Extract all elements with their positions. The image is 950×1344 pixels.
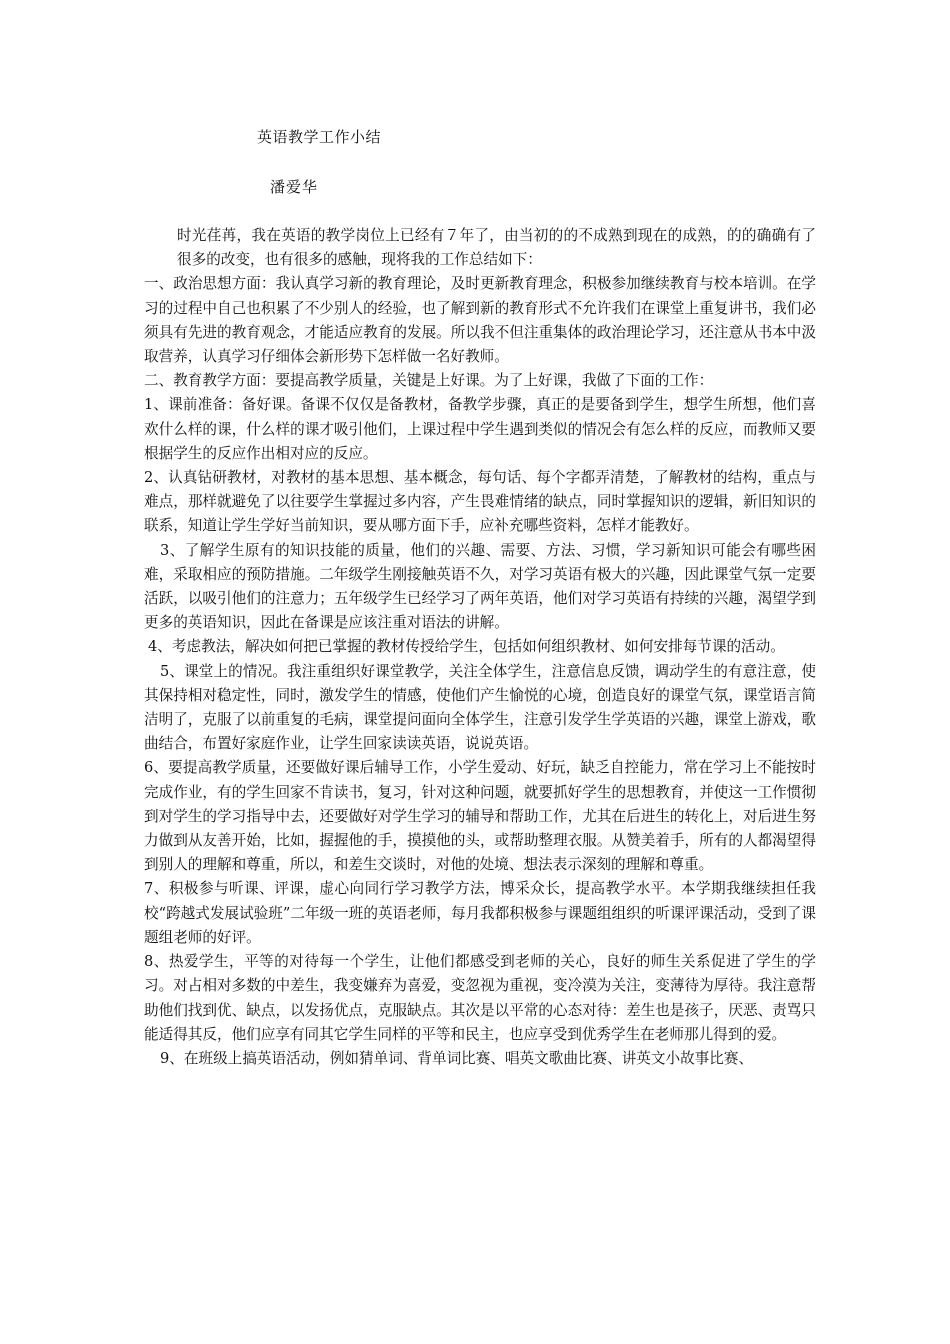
paragraph-item-1: 1、课前准备：备好课。备课不仅仅是备教材，备教学步骤，真正的是要备到学生，想学生所想，他们喜欢什么样的课，什么样的课才吸引他们，上课过程中学生遇到类似的情况会有怎么样的反应，而教师又要根据学生的反应作出相对应的反应。 bbox=[144, 396, 816, 462]
paragraph-political: 一、政治思想方面：我认真学习新的教育理论，及时更新教育理念，积极参加继续教育与校本培训。在学习的过程中自己也积累了不少别人的经验，也了解到新的教育形式不允许我们在课堂上重复讲书，我们必须具有先进的教育观念，才能适应教育的发展。所以我不但注重集体的政治理论学习，还注意从书本中汲取营养，认真学习仔细体会新形势下怎样做一名好教师。 bbox=[144, 275, 816, 366]
paragraph-teaching: 二、教育教学方面：要提高教学质量，关键是上好课。为了上好课，我做了下面的工作： bbox=[144, 372, 714, 390]
paragraph-item-9: 9、在班级上搞英语活动，例如猜单词、背单词比赛、唱英文歌曲比赛、讲英文小故事比赛、 bbox=[160, 1049, 754, 1067]
paragraph-item-2: 2、认真钻研教材，对教材的基本思想、基本概念，每句话、每个字都弄清楚，了解教材的结构，重点与难点，那样就避免了以往要学生掌握过多内容，产生畏难情绪的缺点，同时掌握知识的逻辑，新旧知识的联系，知道让学生学好当前知识，要从哪方面下手，应补充哪些资料，怎样才能教好。 bbox=[144, 469, 816, 535]
paragraph-item-5: 5、课堂上的情况。我注重组织好课堂教学，关注全体学生，注意信息反馈，调动学生的有意注意，使其保持相对稳定性，同时，激发学生的情感，使他们产生愉悦的心境，创造良好的课堂气氛，课堂语言简洁明了，克服了以前重复的毛病，课堂提问面向全体学生，注意引发学生学英语的兴趣，课堂上游戏，歌曲结合，布置好家庭作业，让学生回家读读英语，说说英语。 bbox=[144, 662, 816, 753]
document-title: 英语教学工作小结 bbox=[257, 128, 382, 146]
document-author: 潘爱华 bbox=[270, 178, 319, 196]
paragraph-item-4: 4、考虑教法，解决如何把已掌握的教材传授给学生，包括如何组织教材、如何安排每节课的活动。 bbox=[148, 638, 785, 656]
paragraph-intro: 时光荏苒，我在英语的教学岗位上已经有７年了，由当初的的不成熟到现在的成熟，的的确确有了很多的改变，也有很多的感触，现将我的工作总结如下： bbox=[177, 227, 816, 269]
paragraph-item-6: 6、要提高教学质量，还要做好课后辅导工作，小学生爱动、好玩，缺乏自控能力，常在学习上不能按时完成作业，有的学生回家不肯读书，复习，针对这种问题，就要抓好学生的思想教育，并使这一工作惯彻到对学生的学习指导中去，还要做好对学生学习的辅导和帮助工作，尤其在后进生的转化上，对后进生努力做到从友善开始，比如，握握他的手，摸摸他的头，或帮助整理衣服。从赞美着手，所有的人都渴望得到别人的理解和尊重，所以，和差生交谈时，对他的处境、想法表示深刻的理解和尊重。 bbox=[144, 759, 816, 874]
paragraph-item-3: 3、了解学生原有的知识技能的质量，他们的兴趣、需要、方法、习惯，学习新知识可能会有哪些困难，采取相应的预防措施。二年级学生刚接触英语不久，对学习英语有极大的兴趣，因此课堂气氛一定要活跃，以吸引他们的注意力；五年级学生已经学习了两年英语，他们对学习英语有持续的兴趣，渴望学到更多的英语知识，因此在备课是应该注重对语法的讲解。 bbox=[144, 541, 816, 632]
paragraph-item-8: 8、热爱学生，平等的对待每一个学生，让他们都感受到老师的关心，良好的师生关系促进了学生的学习。对占相对多数的中差生，我变嫌弃为喜爱，变忽视为重视，变冷漠为关注，变薄待为厚待。我注意帮助他们找到优、缺点，以发扬优点，克服缺点。其次是以平常的心态对待：差生也是孩子，厌恶、责骂只能适得其反，他们应享有同其它学生同样的平等和民主，也应享受到优秀学生在老师那儿得到的爱。 bbox=[144, 953, 816, 1043]
document-body bbox=[144, 224, 816, 1071]
paragraph-item-7: 7、积极参与听课、评课，虚心向同行学习教学方法，博采众长，提高教学水平。本学期我继续担任我校“跨越式发展试验班”二年级一班的英语老师，每月我都积极参与课题组组织的听课评课活动，受到了课题组老师的好评。 bbox=[144, 880, 816, 946]
